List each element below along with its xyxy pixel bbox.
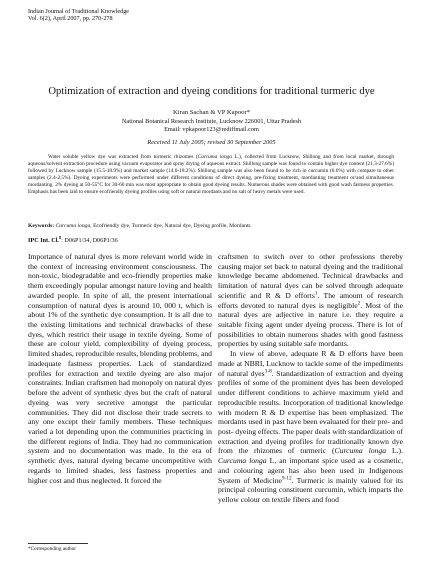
species-name: Curcuma longa: [334, 446, 387, 456]
abstract-text-2: L.), collected from Lucknow, Shillong and from local market, through aqueous/solvent extraction procedure using vacuum evaporator and spray drying of aqueous extract. Shillong sample was found to contain higher dye content (21.3-27.6%) followed by Lucknow sample (15.5-18.9%) and market sample (14.0-18.2%). Shillong sample was also been found to be rich in curcumin (6.6%) with compare to other samples (2.4-2.5%). Dyeing experiments were performed under different conditions of direct dyeing, pre-fixing treatment, mordanting treatment or/and simultaneous mordanting. 2% dyeing at 50-55°C for 30-60 min was most appropriate to obtain good dyeing results. Numerous shades were obtained with good wash fastness properties. Emphasis has been laid to ensure ecofriendly dyeing profiles using soft or natural mordants and no salt of heavy metals were used.: [28, 154, 394, 196]
received-dates: Received 11 July 2005; revised 30 September 2005: [147, 139, 276, 146]
keywords-species: Curcuma longa: [55, 223, 91, 229]
body-column-left: [28, 252, 212, 485]
body-text: . The amount of research efforts devoted to natural dyes is negligible: [218, 290, 403, 310]
ipc-value: : D06P1/34, D06P1/36: [61, 237, 118, 244]
journal-name: Indian Journal of Traditional Knowledge: [28, 8, 130, 15]
body-text: . Turmeric is mainly valued for its principal colouring constituent curcumin, which imparts the yellow colour on textile fibers and food: [218, 475, 403, 504]
body-paragraph: Importance of natural dyes is more relevant world wide in the context of increasing environment consciousness. The non-toxic, biodegradable and eco-friendly properties make them exceedingly popular amongst nature loving and health awarded people. In spite of all, the present international consumption of natural dyes is around 10, 000 t, which is about 1% of the synthetic dye consumption. It is all due to the existing limitations and technical drawbacks of these dyes, which restrict their usage in textile dyeing. Some of these are colour yield, complexibility of dyeing process, limited shades, reproducible results, blending problems, and inadequate fastness properties. Lack of standardized profiles for extraction and textile dyeing are also major constraints. Indian craftsmen had monopoly on natural dyes before the advent of synthetic dyes but the craft of natural dyeing was very secretive amongst the particular communities. They did not disclose their trade secrets to any one except their family members. These techniques varied a lot depending upon the communities practicing in the different regions of India. They had no communication system and no documentation was made. In the era of synthetic dyes, natural dyeing became uncompetitive with regards to limited shades, less fastness properties and higher cost and thus neglected. It forced the: [28, 252, 212, 485]
body-column-right: [218, 252, 403, 505]
body-paragraph: [218, 349, 403, 505]
authors: Kiran Sachan & VP Kapoor*: [173, 109, 250, 116]
body-paragraph: [218, 252, 403, 349]
body-text: L.).: [386, 446, 403, 456]
keywords-list: , Ecofriendly dye, Turmeric dye, Natural dye, Dyeing profile, Mordants: [90, 223, 251, 229]
ipc-label: IPC Int. Cl.: [28, 237, 59, 244]
footnote: *Corresponding author: [28, 546, 76, 552]
author-email: Email: vpkapoor123@rediffmail.com: [164, 126, 259, 133]
ipc-sup: 8: [58, 234, 62, 240]
abstract: [28, 154, 394, 197]
abstract-species: Curcuma longa: [197, 154, 232, 160]
paper-title: Optimization of extraction and dyeing conditions for traditional turmeric dye: [48, 86, 375, 97]
citation: 3-8: [264, 368, 272, 375]
species-name: Curcuma longa: [218, 456, 267, 466]
body-text: . Standardization of extraction and dyeing profiles of some of the prominent dyes has been developed under different conditions to achieve maximum yield and reproducible results. Incorporation of traditional knowledge with modern R & D expertise has been emphasized. The mordants used in past have been evaluated for their pre- and post- dyeing effects. The paper deals with standardization of extraction and dyeing profiles for traditionally known dye from the rhizomes of turmeric (: [218, 368, 403, 456]
keywords-label: Keywords:: [28, 223, 55, 229]
keywords: [28, 223, 394, 230]
journal-volume: Vol. 6(2), April 2007, pp. 270-278: [28, 15, 113, 23]
ipc-classification: [28, 234, 118, 244]
body-text: craftsmen to switch over to other professions thereby causing major set back to natural dyeing and the traditional knowledge became abdomened. Technical drawbacks and limitation of natural dyes can be solved through adequate scientific and R & D efforts: [218, 252, 403, 300]
abstract-text-1: Water soluble yellow dye was extracted from turmeric rhizomes (: [48, 154, 198, 160]
body-text: . Most of the natural dyes are adjective in nature i.e. they require a suitable fixing agent under dyeing process. There is lot of possibilities to obtain numerous shades with good fastness properties by using suitable safe mordants.: [218, 300, 403, 349]
citation: 9-12: [281, 474, 292, 481]
institution: National Botanical Research Institute, Lucknow 226001, Uttar Pradesh: [121, 118, 302, 125]
body-text: In view of above, adequate R & D efforts have been made at NBRI, Lucknow to tackle some of the impediments of natural dyes: [218, 349, 403, 378]
body-text: L, an important spice used as a cosmetic, and colouring agent has also been used in Indigenous System of Medicine: [218, 456, 403, 485]
citation: 1: [314, 290, 318, 297]
citation: 2: [357, 300, 361, 307]
footnote-divider: [28, 543, 88, 544]
journal-header: [28, 8, 129, 23]
